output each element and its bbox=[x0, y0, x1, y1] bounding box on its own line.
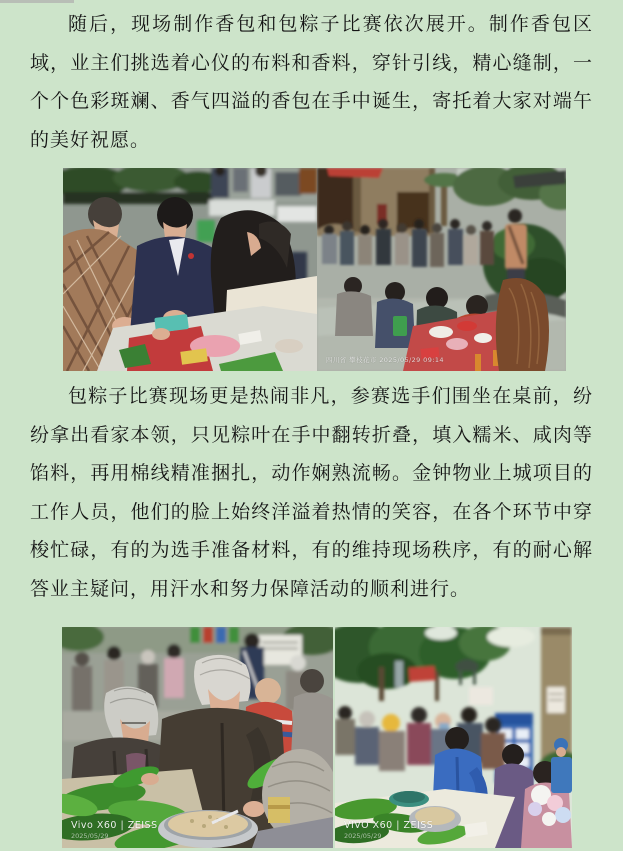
photo-zongzi-wrapping-illustration bbox=[62, 627, 333, 848]
photo-event-crowd bbox=[317, 168, 566, 371]
photo-zongzi-wrapping bbox=[62, 627, 333, 848]
camera-watermark-date: 2025/05/29 bbox=[344, 831, 382, 840]
page-edge-artifact bbox=[0, 0, 74, 3]
paragraph-zongzi-contest: 包粽子比赛现场更是热闹非凡，参赛选手们围坐在桌前，纷纷拿出看家本领，只见粽叶在手中翻转折叠，填入糯米、咸肉等馅料，再用棉线精准捆扎，动作娴熟流畅。金钟物业上城项目的工作人员，他们的脸上始终洋溢着热情的笑容，在各个环节中穿梭忙碌，有的为选手准备材料，有的维持现场秩序，有的耐心解答业主疑问，用汗水和努力保障活动的顺利进行。 bbox=[30, 386, 593, 600]
camera-watermark bbox=[344, 820, 433, 840]
photo-sachet-table-illustration bbox=[63, 168, 317, 371]
photo-zongzi-long-table-illustration bbox=[335, 627, 572, 848]
photo-location-watermark: 四川省 攀枝花市 2025/05/29 09:14 bbox=[326, 356, 444, 364]
camera-watermark-model: Vivo X60 | ZEISS bbox=[71, 820, 158, 831]
camera-watermark-date: 2025/05/29 bbox=[71, 831, 109, 840]
photo-sachet-table bbox=[63, 168, 317, 371]
photo-strip-bottom bbox=[62, 627, 572, 848]
photo-strip-top bbox=[63, 168, 566, 371]
paragraph-sachet-making: 随后，现场制作香包和包粽子比赛依次展开。制作香包区域，业主们挑选着心仪的布料和香料，穿针引线，精心缝制，一个个色彩斑斓、香气四溢的香包在手中诞生，寄托着大家对端午的美好祝愿。 bbox=[30, 14, 593, 151]
camera-watermark bbox=[71, 820, 158, 840]
camera-watermark-model: VIVO X60 | ZEISS bbox=[344, 820, 434, 831]
photo-event-crowd-illustration bbox=[317, 168, 566, 371]
photo-zongzi-long-table bbox=[335, 627, 572, 848]
